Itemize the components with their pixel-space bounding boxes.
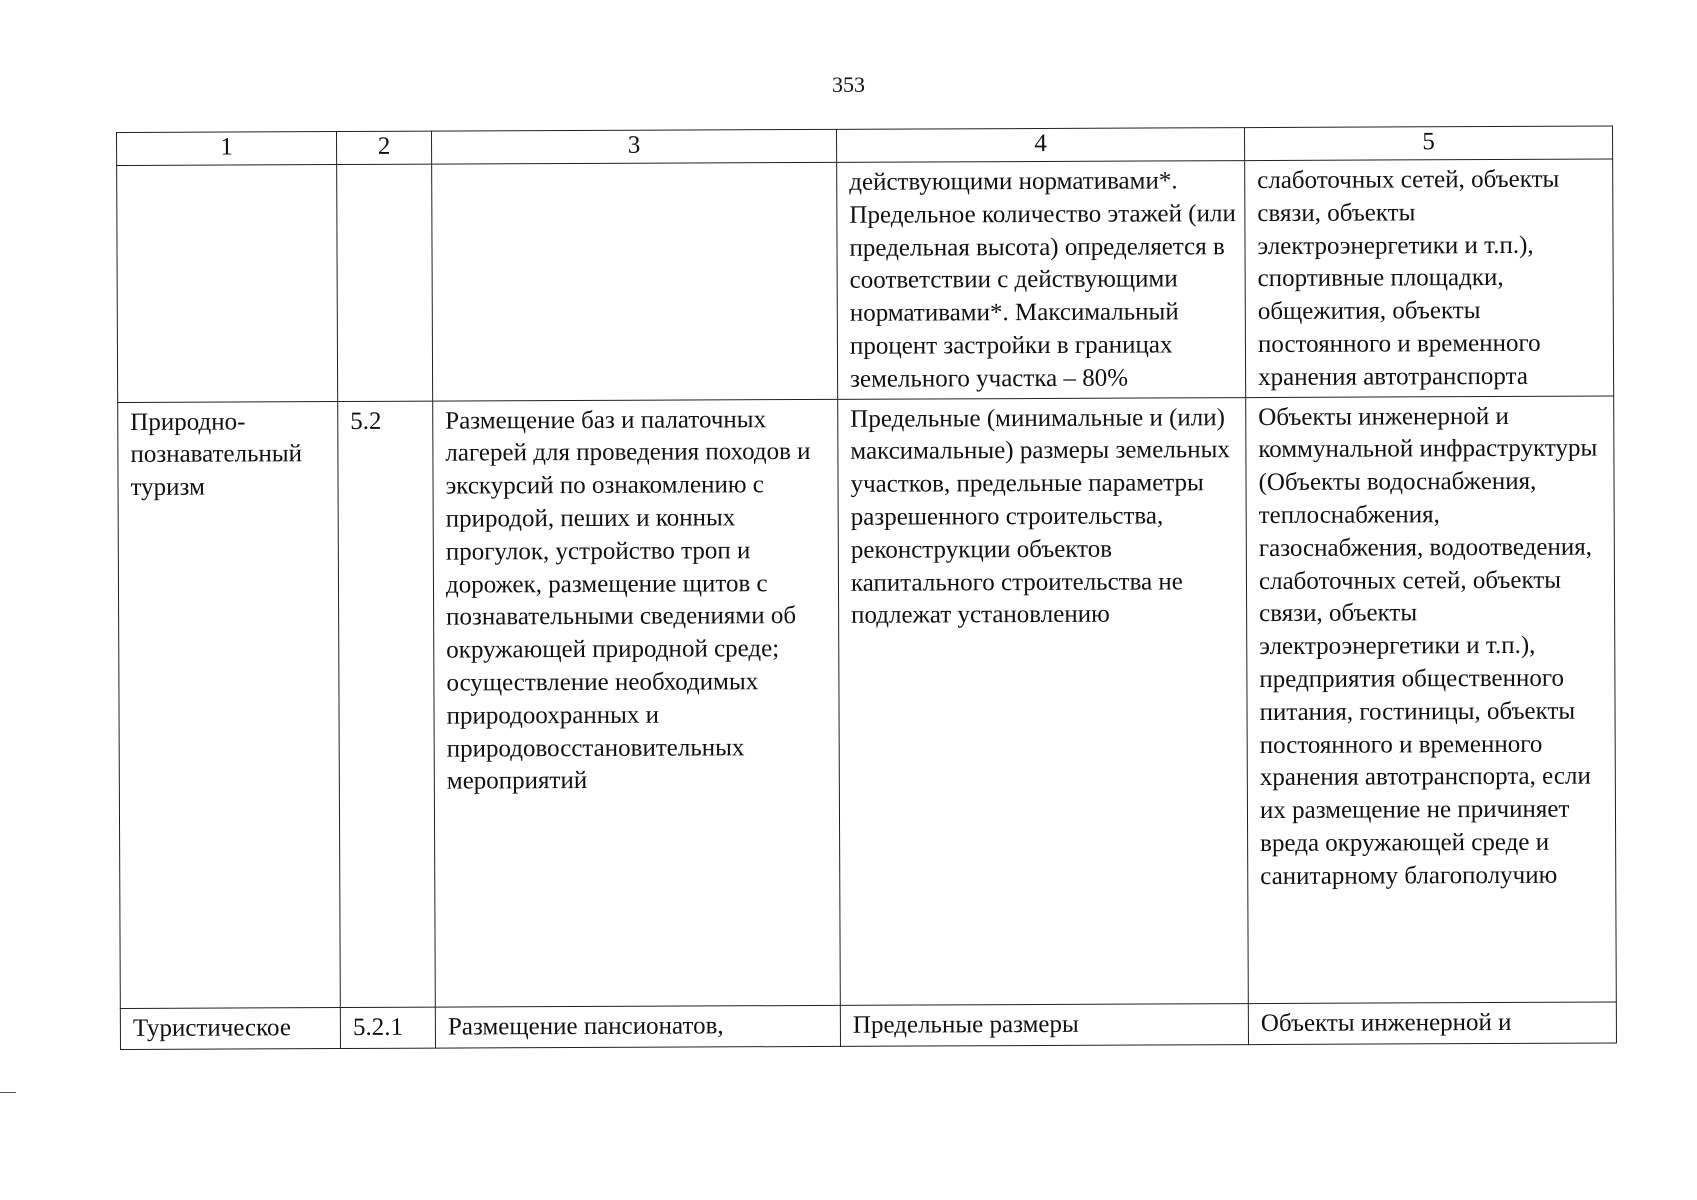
column-header-2: 2 [337, 131, 432, 164]
cell-code [340, 1007, 435, 1048]
page-number: 353 [832, 72, 865, 97]
cell-description: Размещение баз и палаточных лагерей для проведения походов и экскурсий по ознакомлению с природой, пеших и конных прогулок, устройство троп и дорожек, размещение щитов с познавательными сведениями об окружающей природной среде; осуществление необходимых природоохранных и природовосстановительных мероприятий [433, 399, 841, 1007]
table-row [118, 396, 1617, 1009]
cell-parameters-text: Предельные размеры [852, 1010, 1079, 1039]
cell-description-text: Размещение пансионатов, [447, 1011, 724, 1041]
cell-name [120, 1007, 340, 1049]
cell-name: Природно-познавательный туризм [118, 401, 341, 1008]
cell-parameters: действующими нормативами*. Предельное количество этажей (или предельная высота) определяется в соответствии с действующими нормативами*. Максимальный процент застройки в границах земельного участка – 80% [837, 161, 1246, 399]
column-header-3: 3 [431, 129, 836, 164]
column-header-5: 5 [1244, 126, 1612, 161]
cell-parameters [840, 1003, 1248, 1046]
cell-name-text: Туристическое [132, 1013, 291, 1042]
cell-auxiliary [1248, 1002, 1616, 1045]
margin-mark [0, 1092, 16, 1093]
table-row [117, 159, 1614, 402]
cell-auxiliary: Объекты инженерной и коммунальной инфраструктуры (Объекты водоснабжения, теплоснабжения, газоснабжения, водоотведения, слаботочных сетей, объекты связи, объекты электроэнергетики и т.п.), предприятия общественного питания, гостиницы, объекты постоянного и временного хранения автотранспорта, если их размещение не причиняет вреда окружающей среде и санитарному благополучию [1246, 396, 1617, 1004]
cell-parameters: Предельные (минимальные и (или) максимальные) размеры земельных участков, предельные параметры разрешенного строительства, реконструкции объектов капитального строительства не подлежат установлению [838, 397, 1249, 1005]
cell-description [432, 162, 838, 400]
cell-code [337, 164, 433, 401]
cell-code-text: 5.2.1 [352, 1013, 403, 1041]
cell-auxiliary-text: Объекты инженерной и [1260, 1008, 1512, 1037]
table-row [120, 1002, 1616, 1050]
cell-code: 5.2 [338, 401, 436, 1007]
cell-description [435, 1005, 840, 1048]
column-header-4: 4 [836, 128, 1244, 163]
cell-name [117, 165, 338, 403]
column-header-1: 1 [117, 132, 337, 166]
cell-auxiliary: слаботочных сетей, объекты связи, объекты электроэнергетики и т.п.), спортивные площадки, общежития, объекты постоянного и временного хранения автотранспорта [1245, 159, 1614, 397]
land-use-table [116, 125, 1617, 1049]
